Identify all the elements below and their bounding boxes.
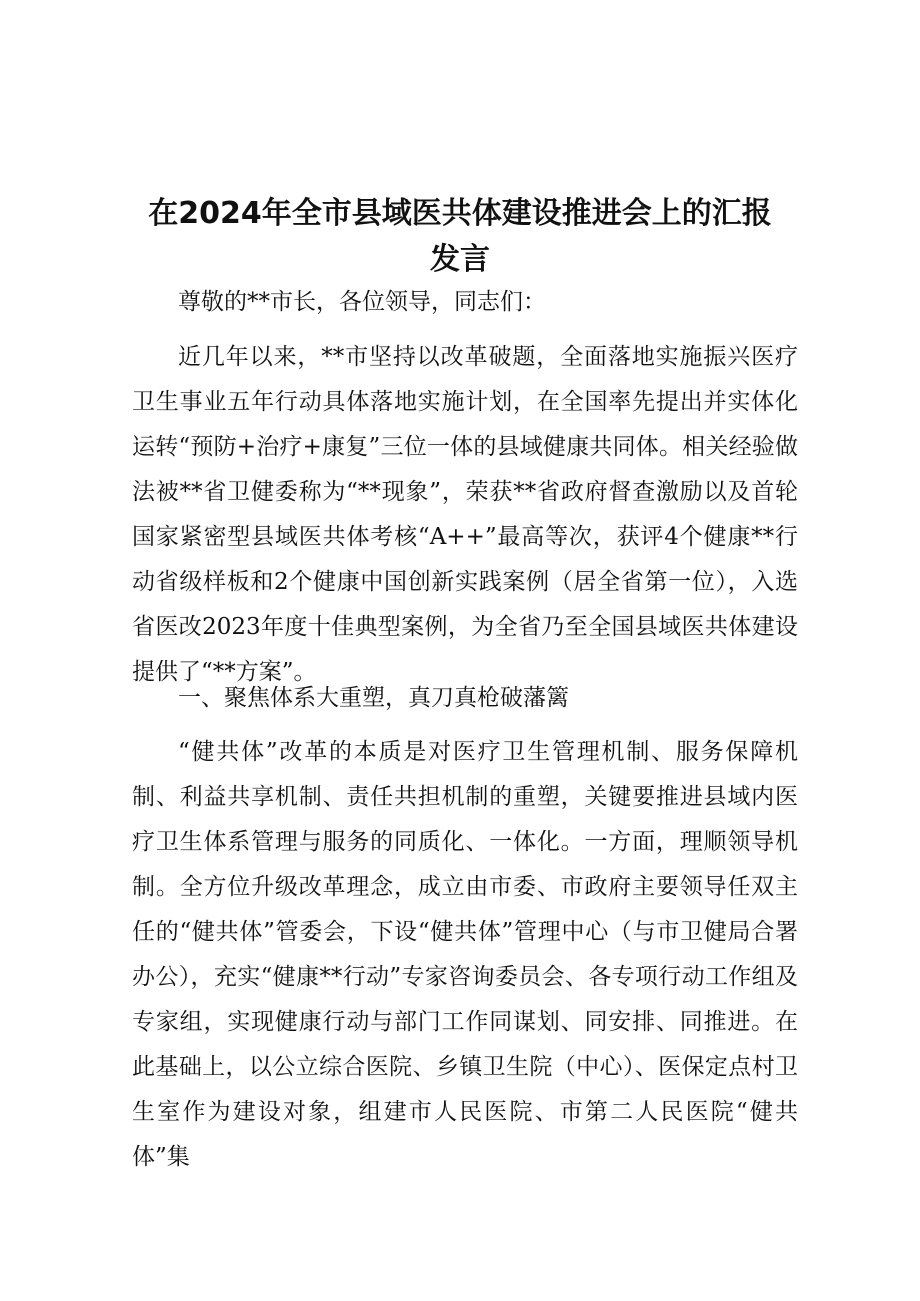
section-heading-1: 一、聚焦体系大重塑，真刀真枪破藩篱 xyxy=(178,685,569,711)
body-paragraph-1: 近几年以来，**市坚持以改革破题，全面落地实施振兴医疗卫生事业五年行动具体落地实施计划，在全国率先提出并实体化运转“预防+治疗+康复”三位一体的县域健康共同体。相关经验做法被**省卫健委称为“**现象”，荣获**省政府督查激励以及首轮国家紧密型县域医共体考核“A++”最高等次，获评4个健康**行动省级样板和2个健康中国创新实践案例（居全省第一位），入选省医改2023年度十佳典型案例，为全省乃至全国县域医共体建设提供了“**方案”。 xyxy=(132,344,798,685)
salutation: 尊敬的**市长，各位领导，同志们： xyxy=(178,289,546,315)
document-title-line-2: 发言 xyxy=(430,242,490,277)
body-paragraph-2: “健共体”改革的本质是对医疗卫生管理机制、服务保障机制、利益共享机制、责任共担机制的重塑，关键要推进县域内医疗卫生体系管理与服务的同质化、一体化。一方面，理顺领导机制。全方位升级改革理念，成立由市委、市政府主要领导任双主任的“健共体”管委会，下设“健共体”管理中心（与市卫健局合署办公），充实“健康**行动”专家咨询委员会、各专项行动工作组及专家组，实现健康行动与部门工作同谋划、同安排、同推进。在此基础上，以公立综合医院、乡镇卫生院（中心）、医保定点村卫生室作为建设对象，组建市人民医院、市第二人民医院“健共体”集 xyxy=(132,739,798,1170)
document-title-line-1: 在2024年全市县域医共体建设推进会上的汇报 xyxy=(148,196,772,231)
